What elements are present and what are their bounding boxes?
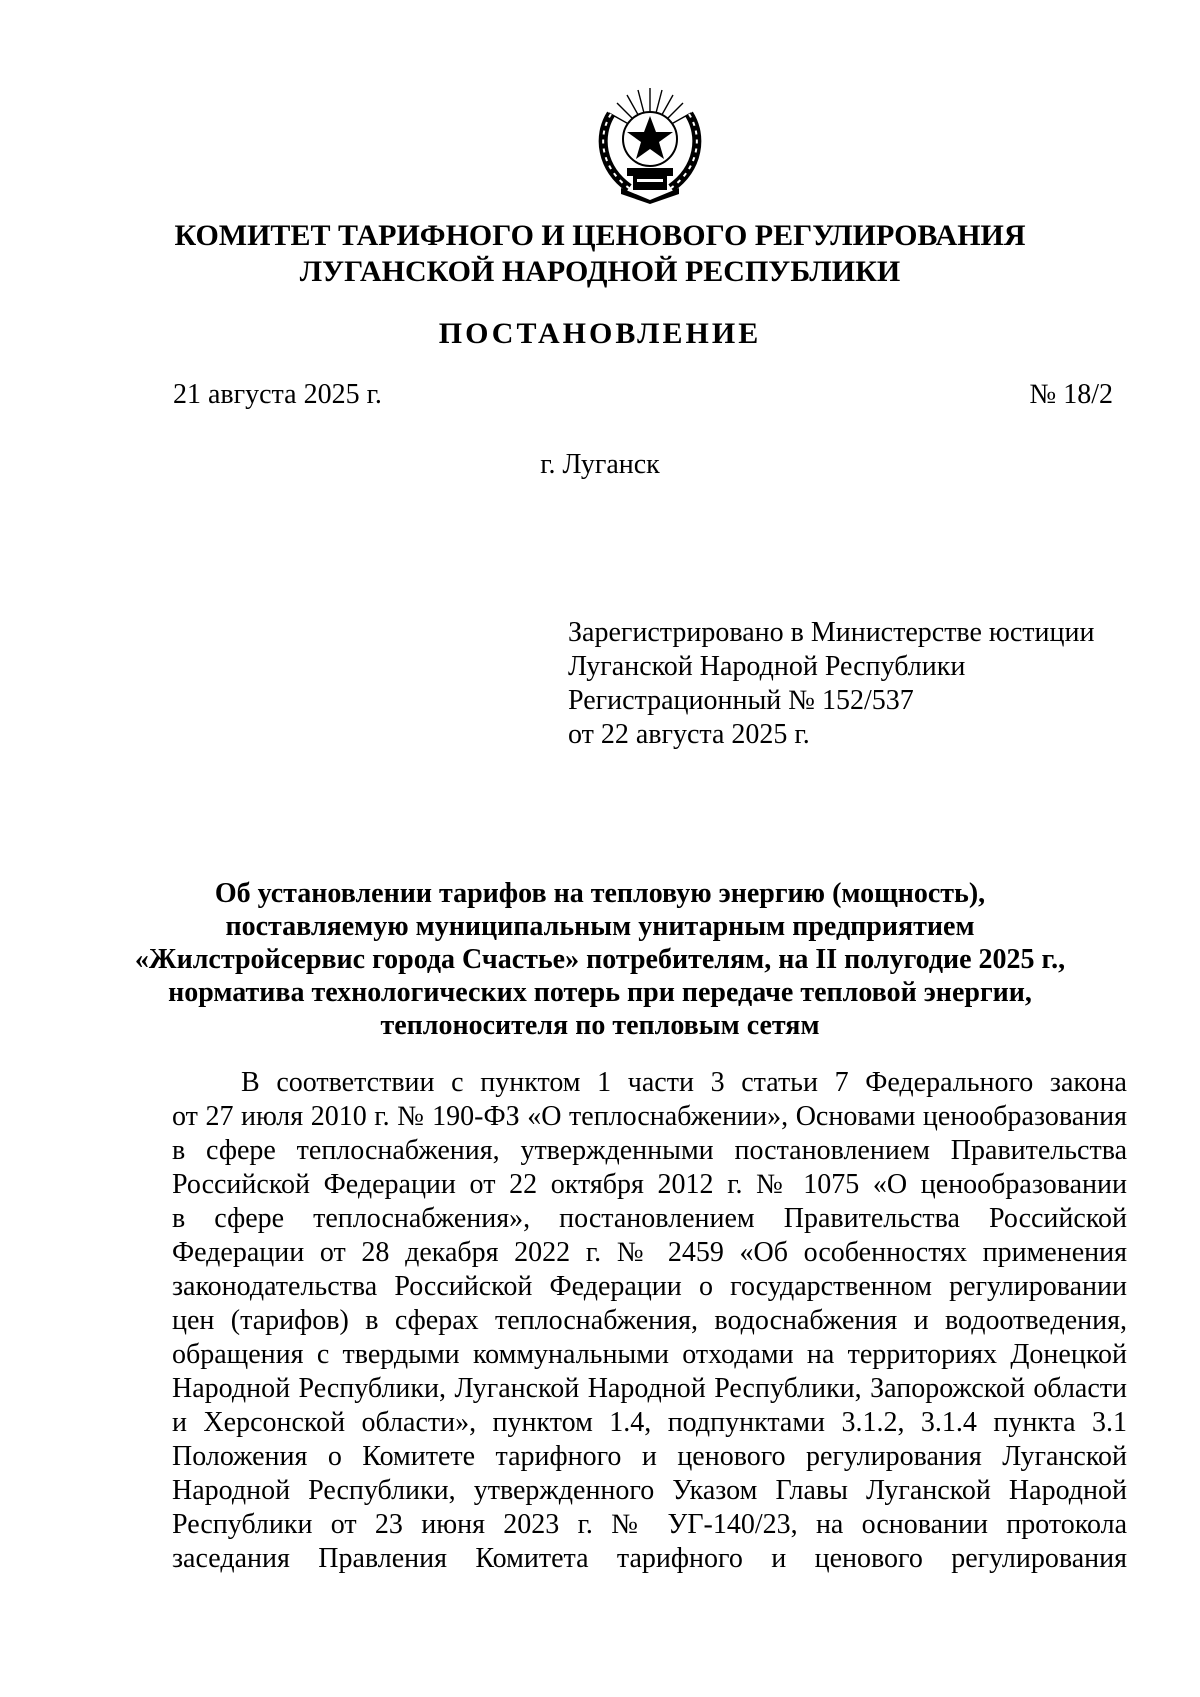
- registration-line: Зарегистрировано в Министерстве юстиции: [568, 617, 1095, 648]
- body-line: Российской Федерации от 22 октября 2012 г. № 1075 «О ценообразовании: [172, 1169, 1127, 1200]
- body-line: в сфере теплоснабжения», постановлением Правительства Российской: [172, 1203, 1127, 1234]
- resolution-subject: [0, 877, 1200, 1042]
- subject-line: «Жилстройсервис города Счастье» потребителям, на II полугодие 2025 г.,: [134, 944, 1066, 975]
- body-line: в сфере теплоснабжения, утвержденными постановлением Правительства: [172, 1135, 1127, 1166]
- body-line: Народной Республики, утвержденного Указом Главы Луганской Народной: [172, 1475, 1127, 1506]
- body-line: Федерации от 28 декабря 2022 г. № 2459 «Об особенностях применения: [172, 1237, 1127, 1268]
- coat-of-arms-graphic: [589, 84, 711, 204]
- subject-line: Об установлении тарифов на тепловую энергию (мощность),: [214, 878, 986, 909]
- body-line: обращения с твердыми коммунальными отходами на территориях Донецкой: [172, 1339, 1127, 1370]
- body-line: и Херсонской области», пунктом 1.4, подпунктами 3.1.2, 3.1.4 пункта 3.1: [172, 1407, 1127, 1438]
- registration-block: [568, 616, 1094, 752]
- coat-of-arms-icon: [589, 84, 711, 204]
- document-type: ПОСТАНОВЛЕНИЕ: [438, 317, 762, 350]
- document-number: № 18/2: [1029, 379, 1113, 410]
- body-paragraph: [172, 1066, 1127, 1576]
- body-line: В соответствии с пунктом 1 части 3 статьи 7 Федерального закона: [241, 1067, 1127, 1098]
- registration-line: от 22 августа 2025 г.: [568, 719, 810, 750]
- document-city: г. Луганск: [540, 449, 660, 480]
- organization-title-line: КОМИТЕТ ТАРИФНОГО И ЦЕНОВОГО РЕГУЛИРОВАНИЯ: [174, 219, 1026, 252]
- registration-line: Луганской Народной Республики: [568, 651, 966, 682]
- body-line: законодательства Российской Федерации о государственном регулировании: [172, 1271, 1127, 1302]
- body-line: от 27 июля 2010 г. № 190-ФЗ «О теплоснабжении», Основами ценообразования: [172, 1101, 1127, 1132]
- subject-line: поставляемую муниципальным унитарным предприятием: [225, 911, 975, 942]
- registration-line: Регистрационный № 152/537: [568, 685, 914, 716]
- organization-title: [0, 218, 1200, 290]
- body-line: Народной Республики, Луганской Народной Республики, Запорожской области: [172, 1373, 1127, 1404]
- organization-title-line: ЛУГАНСКОЙ НАРОДНОЙ РЕСПУБЛИКИ: [299, 255, 901, 288]
- body-line: заседания Правления Комитета тарифного и ценового регулирования: [172, 1543, 1127, 1574]
- subject-line: норматива технологических потерь при передаче тепловой энергии,: [168, 977, 1032, 1008]
- body-line: цен (тарифов) в сферах теплоснабжения, водоснабжения и водоотведения,: [172, 1305, 1127, 1336]
- body-line: Республики от 23 июня 2023 г. № УГ-140/23, на основании протокола: [172, 1509, 1127, 1540]
- body-line: Положения о Комитете тарифного и ценового регулирования Луганской: [172, 1441, 1127, 1472]
- document-date: 21 августа 2025 г.: [173, 379, 382, 410]
- subject-line: теплоносителя по тепловым сетям: [380, 1010, 820, 1041]
